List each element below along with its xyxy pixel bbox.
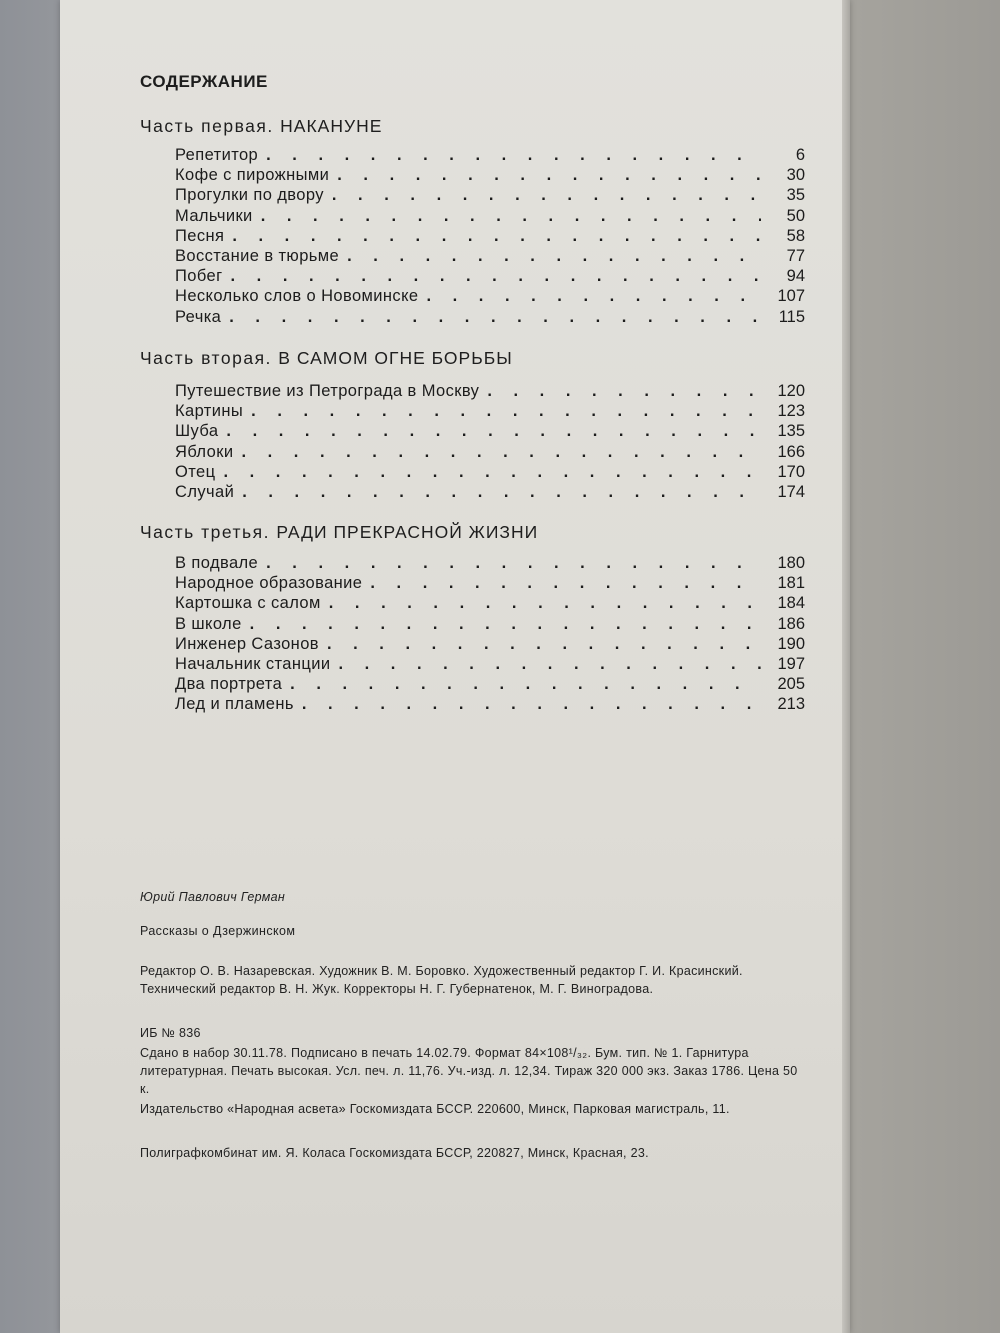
toc-entry-title: Два портрета [175, 675, 283, 694]
imprint-printer: Полиграфкомбинат им. Я. Коласа Госкомиздата БССР, 220827, Минск, Красная, 23. [140, 1146, 649, 1160]
dot-leader [347, 247, 761, 266]
part-heading-1 [140, 116, 382, 137]
toc-entry-title: Путешествие из Петрограда в Москву [175, 382, 480, 400]
toc-entry-page: 184 [777, 594, 805, 613]
toc-entry-title: Кофе с пирожными [175, 166, 330, 185]
toc-entry[interactable] [175, 308, 805, 328]
dot-leader [226, 422, 761, 441]
dot-leader [251, 402, 761, 421]
toc-entry-title: Речка [175, 307, 222, 326]
contents-title: СОДЕРЖАНИЕ [140, 72, 268, 91]
part-title: В САМОМ ОГНЕ БОРЬБЫ [278, 348, 513, 368]
background-fabric-right [840, 0, 1000, 1333]
toc-entry-page: 94 [786, 267, 805, 286]
toc-entry[interactable] [175, 675, 805, 695]
toc-entry[interactable] [175, 382, 805, 402]
toc-entry-page: 30 [786, 166, 805, 185]
toc-entry[interactable] [175, 635, 805, 655]
dot-leader [426, 287, 761, 306]
part-title: НАКАНУНЕ [280, 116, 383, 136]
toc-entry[interactable] [175, 227, 805, 247]
toc-entry-title: Яблоки [175, 442, 234, 461]
part-heading-3 [140, 522, 538, 543]
toc-entry-page: 58 [786, 226, 805, 245]
toc-entry[interactable] [175, 615, 805, 635]
toc-entry-title: Несколько слов о Новоминске [175, 287, 419, 306]
dot-leader [487, 382, 761, 401]
toc-entry-title: Начальник станции [175, 654, 331, 673]
toc-list-part-3 [175, 554, 805, 716]
toc-entry-page: 135 [777, 422, 805, 441]
toc-entry[interactable] [175, 594, 805, 614]
toc-entry-title: В школе [175, 614, 242, 633]
imprint-author: Юрий Павлович Герман [140, 890, 286, 904]
toc-entry[interactable] [175, 287, 805, 307]
dot-leader [229, 308, 761, 327]
toc-entry-title: Песня [175, 226, 225, 245]
part-prefix: Часть третья. [140, 522, 271, 542]
toc-entry-title: Случай [175, 482, 235, 501]
toc-entry-title: Лед и пламень [175, 695, 294, 714]
dot-leader [338, 655, 761, 674]
dot-leader [250, 615, 761, 634]
toc-entry-title: Отец [175, 462, 216, 481]
toc-entry[interactable] [175, 186, 805, 206]
imprint-printing-details: Сдано в набор 30.11.78. Подписано в печать 14.02.79. Формат 84×108¹/₃₂. Бум. тип. № 1. Гарнитура литературная. Печать высокая. Усл. печ. л. 11,76. Уч.-изд. л. 12,34. Тираж 320 000 экз. Заказ 1786. Цена 50 к. [140, 1046, 798, 1096]
toc-entry-title: Восстание в тюрьме [175, 246, 340, 265]
toc-entry-page: 186 [777, 614, 805, 633]
toc-entry-title: В подвале [175, 554, 259, 572]
toc-entry-title: Побег [175, 267, 223, 286]
page-edge-shadow [842, 0, 850, 1333]
imprint-editors: Редактор О. В. Назаревская. Художник В. М. Боровко. Художественный редактор Г. И. Красинский. Технический редактор В. Н. Жук. Корректоры Н. Г. Губернатенок, М. Г. Виноградова. [140, 964, 743, 996]
dot-leader [302, 695, 761, 714]
dot-leader [242, 483, 761, 502]
toc-entry-page: 107 [777, 287, 805, 306]
part-prefix: Часть вторая. [140, 348, 272, 368]
toc-entry-page: 166 [777, 442, 805, 461]
toc-entry[interactable] [175, 554, 805, 574]
toc-entry[interactable] [175, 247, 805, 267]
imprint-book-title: Рассказы о Дзержинском [140, 924, 296, 938]
toc-entry-title: Картошка с салом [175, 594, 321, 613]
toc-entry[interactable] [175, 207, 805, 227]
toc-entry[interactable] [175, 443, 805, 463]
toc-entry-page: 190 [777, 634, 805, 653]
toc-entry[interactable] [175, 166, 805, 186]
toc-entry-page: 77 [786, 246, 805, 265]
toc-entry-title: Репетитор [175, 146, 259, 164]
part-title: РАДИ ПРЕКРАСНОЙ ЖИЗНИ [276, 522, 539, 542]
toc-entry[interactable] [175, 695, 805, 715]
dot-leader [290, 675, 761, 694]
dot-leader [370, 574, 761, 593]
toc-entry-page: 213 [777, 695, 805, 714]
toc-entry[interactable] [175, 402, 805, 422]
imprint-ib-number: ИБ № 836 [140, 1026, 201, 1040]
book-page [60, 0, 850, 1333]
toc-entry-title: Инженер Сазонов [175, 634, 319, 653]
dot-leader [223, 463, 761, 482]
dot-leader [266, 146, 761, 165]
toc-entry[interactable] [175, 463, 805, 483]
dot-leader [332, 186, 761, 205]
toc-entry-page: 174 [777, 482, 805, 501]
toc-entry-page: 205 [777, 675, 805, 694]
dot-leader [266, 554, 761, 573]
dot-leader [261, 207, 761, 226]
part-heading-2 [140, 348, 513, 369]
toc-entry[interactable] [175, 483, 805, 503]
toc-entry-page: 123 [777, 402, 805, 421]
toc-entry-page: 120 [777, 382, 805, 400]
imprint-publisher: Издательство «Народная асвета» Госкомиздата БССР. 220600, Минск, Парковая магистраль, 11. [140, 1102, 730, 1116]
toc-entry-page: 180 [777, 554, 805, 572]
toc-entry-page: 115 [778, 307, 805, 326]
toc-entry-title: Прогулки по двору [175, 186, 324, 205]
toc-entry-page: 35 [786, 186, 805, 205]
toc-entry-title: Народное образование [175, 574, 363, 593]
dot-leader [329, 594, 761, 613]
toc-entry-page: 50 [786, 206, 805, 225]
toc-entry-title: Картины [175, 402, 244, 421]
toc-entry[interactable] [175, 574, 805, 594]
toc-entry[interactable] [175, 267, 805, 287]
toc-entry[interactable] [175, 422, 805, 442]
dot-leader [327, 635, 761, 654]
toc-entry-page: 197 [777, 654, 805, 673]
dot-leader [337, 166, 761, 185]
dot-leader [241, 443, 761, 462]
toc-list-part-2 [175, 382, 805, 503]
toc-entry-title: Мальчики [175, 206, 253, 225]
toc-list-part-1 [175, 146, 805, 328]
dot-leader [231, 267, 762, 286]
toc-entry[interactable] [175, 655, 805, 675]
toc-entry[interactable] [175, 146, 805, 166]
part-prefix: Часть первая. [140, 116, 274, 136]
dot-leader [232, 227, 761, 246]
toc-entry-page: 170 [777, 462, 805, 481]
toc-entry-title: Шуба [175, 422, 219, 441]
toc-entry-page: 6 [795, 146, 805, 164]
toc-entry-page: 181 [777, 574, 805, 593]
